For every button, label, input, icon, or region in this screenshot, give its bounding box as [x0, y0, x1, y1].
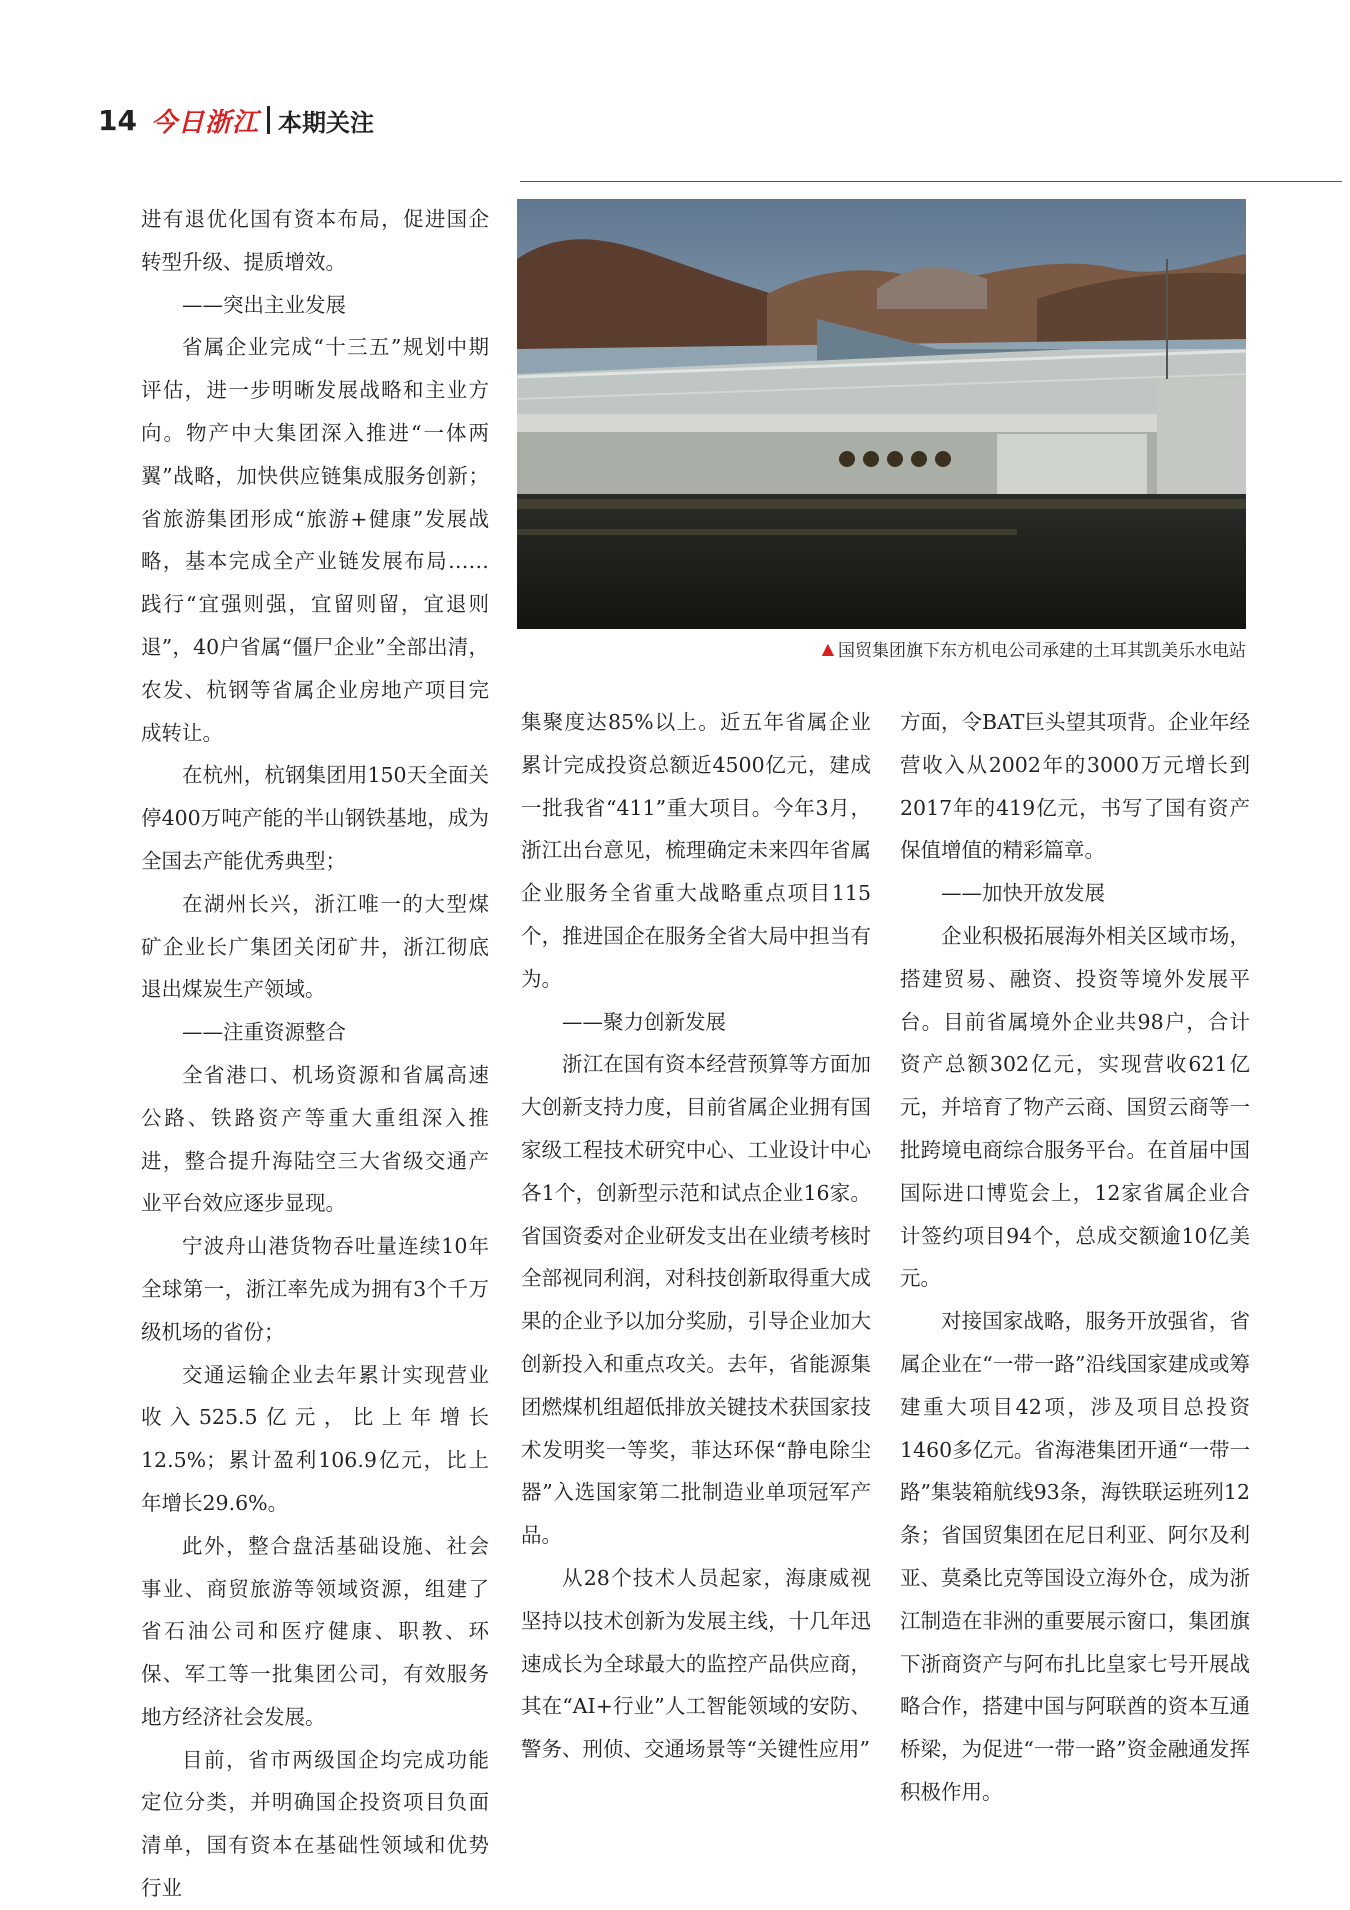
- subheading: ——聚力创新发展: [562, 1009, 726, 1034]
- left-column: [141, 198, 489, 1910]
- caption-text: 国贸集团旗下东方机电公司承建的土耳其凯美乐水电站: [838, 640, 1246, 661]
- paragraph: 在湖州长兴，浙江唯一的大型煤矿企业长广集团关闭矿井，浙江彻底退出煤炭生产领域。: [141, 891, 489, 1002]
- subheading: ——突出主业发展: [182, 292, 346, 317]
- magazine-logo: 今日浙江: [150, 107, 259, 138]
- paragraph: 方面，令BAT巨头望其项背。企业年经营收入从2002年的3000万元增长到2017年的419亿元，书写了国有资产保值增值的精彩篇章。: [900, 710, 1250, 863]
- subheading: ——注重资源整合: [182, 1020, 346, 1045]
- paragraph: 交通运输企业去年累计实现营业收入525.5亿元，比上年增长12.5%；累计盈利106.9亿元，比上年增长29.6%。: [141, 1362, 489, 1515]
- paragraph: 在杭州，杭钢集团用150天全面关停400万吨产能的半山钢铁基地，成为全国去产能优秀典型；: [141, 763, 489, 873]
- section-title: 本期关注: [277, 108, 374, 137]
- right-column: [900, 701, 1250, 1814]
- triangle-marker-icon: ▲: [821, 638, 834, 658]
- paragraph: 集聚度达85%以上。近五年省属企业累计完成投资总额近4500亿元，建成一批我省“411”重大项目。今年3月，浙江出台意见，梳理确定未来四年省属企业服务全省重大战略重点项目115个，推进国企在服务全省大局中担当有为。: [521, 710, 871, 991]
- header-divider: [267, 106, 270, 134]
- subheading: ——加快开放发展: [941, 881, 1105, 906]
- paragraph: 企业积极拓展海外相关区域市场，搭建贸易、融资、投资等境外发展平台。目前省属境外企业共98户，合计资产总额302亿元，实现营收621亿元，并培育了物产云商、国贸云商等一批跨境电商综合服务平台。在首届中国国际进口博览会上，12家省属企业合计签约项目94个，总成交额逾10亿美元。: [900, 923, 1250, 1291]
- paragraph: 浙江在国有资本经营预算等方面加大创新支持力度，目前省属企业拥有国家级工程技术研究中心、工业设计中心各1个，创新型示范和试点企业16家。省国资委对企业研发支出在业绩考核时全部视同利润，对科技创新取得重大成果的企业予以加分奖励，引导企业加大创新投入和重点攻关。去年，省能源集团燃煤机组超低排放关键技术获国家技术发明奖一等奖，菲达环保“静电除尘器”入选国家第二批制造业单项冠军产品。: [521, 1052, 871, 1548]
- paragraph: 此外，整合盘活基础设施、社会事业、商贸旅游等领域资源，组建了省石油公司和医疗健康、职教、环保、军工等一批集团公司，有效服务地方经济社会发展。: [141, 1533, 489, 1729]
- paragraph: 对接国家战略，服务开放强省，省属企业在“一带一路”沿线国家建成或筹建重大项目42项，涉及项目总投资1460多亿元。省海港集团开通“一带一路”集装箱航线93条，海铁联运班列12条；省国贸集团在尼日利亚、阿尔及利亚、莫桑比克等国设立海外仓，成为浙江制造在非洲的重要展示窗口，集团旗下浙商资产与阿布扎比皇家七号开展战略合作，搭建中国与阿联酋的资本互通桥梁，为促进“一带一路”资金融通发挥积极作用。: [900, 1309, 1250, 1804]
- paragraph: 进有退优化国有资本布局，促进国企转型升级、提质增效。: [141, 207, 489, 274]
- photo-caption: [517, 631, 1246, 665]
- paragraph: 全省港口、机场资源和省属高速公路、铁路资产等重大重组深入推进，整合提升海陆空三大省级交通产业平台效应逐步显现。: [141, 1062, 489, 1216]
- top-rule: [520, 181, 1342, 182]
- paragraph: 从28个技术人员起家，海康威视坚持以技术创新为发展主线，十几年迅速成长为全球最大的监控产品供应商，其在“AI+行业”人工智能领域的安防、警务、刑侦、交通场景等“关键性应用”: [521, 1565, 871, 1762]
- paragraph: 目前，省市两级国企均完成功能定位分类，并明确国企投资项目负面清单，国有资本在基础性领域和优势行业: [141, 1747, 489, 1901]
- paragraph: 宁波舟山港货物吞吐量连续10年全球第一，浙江率先成为拥有3个千万级机场的省份；: [141, 1234, 489, 1344]
- middle-column: [521, 701, 871, 1771]
- dam-photo: [517, 199, 1246, 629]
- page-header: [98, 100, 374, 140]
- page-number: 14: [98, 103, 137, 137]
- paragraph: 省属企业完成“十三五”规划中期评估，进一步明晰发展战略和主业方向。物产中大集团深入推进“一体两翼”战略，加快供应链集成服务创新；省旅游集团形成“旅游+健康”发展战略，基本完成全产业链发展布局……践行“宜强则强，宜留则留，宜退则退”，40户省属“僵尸企业”全部出清，农发、杭钢等省属企业房地产项目完成转让。: [141, 335, 489, 745]
